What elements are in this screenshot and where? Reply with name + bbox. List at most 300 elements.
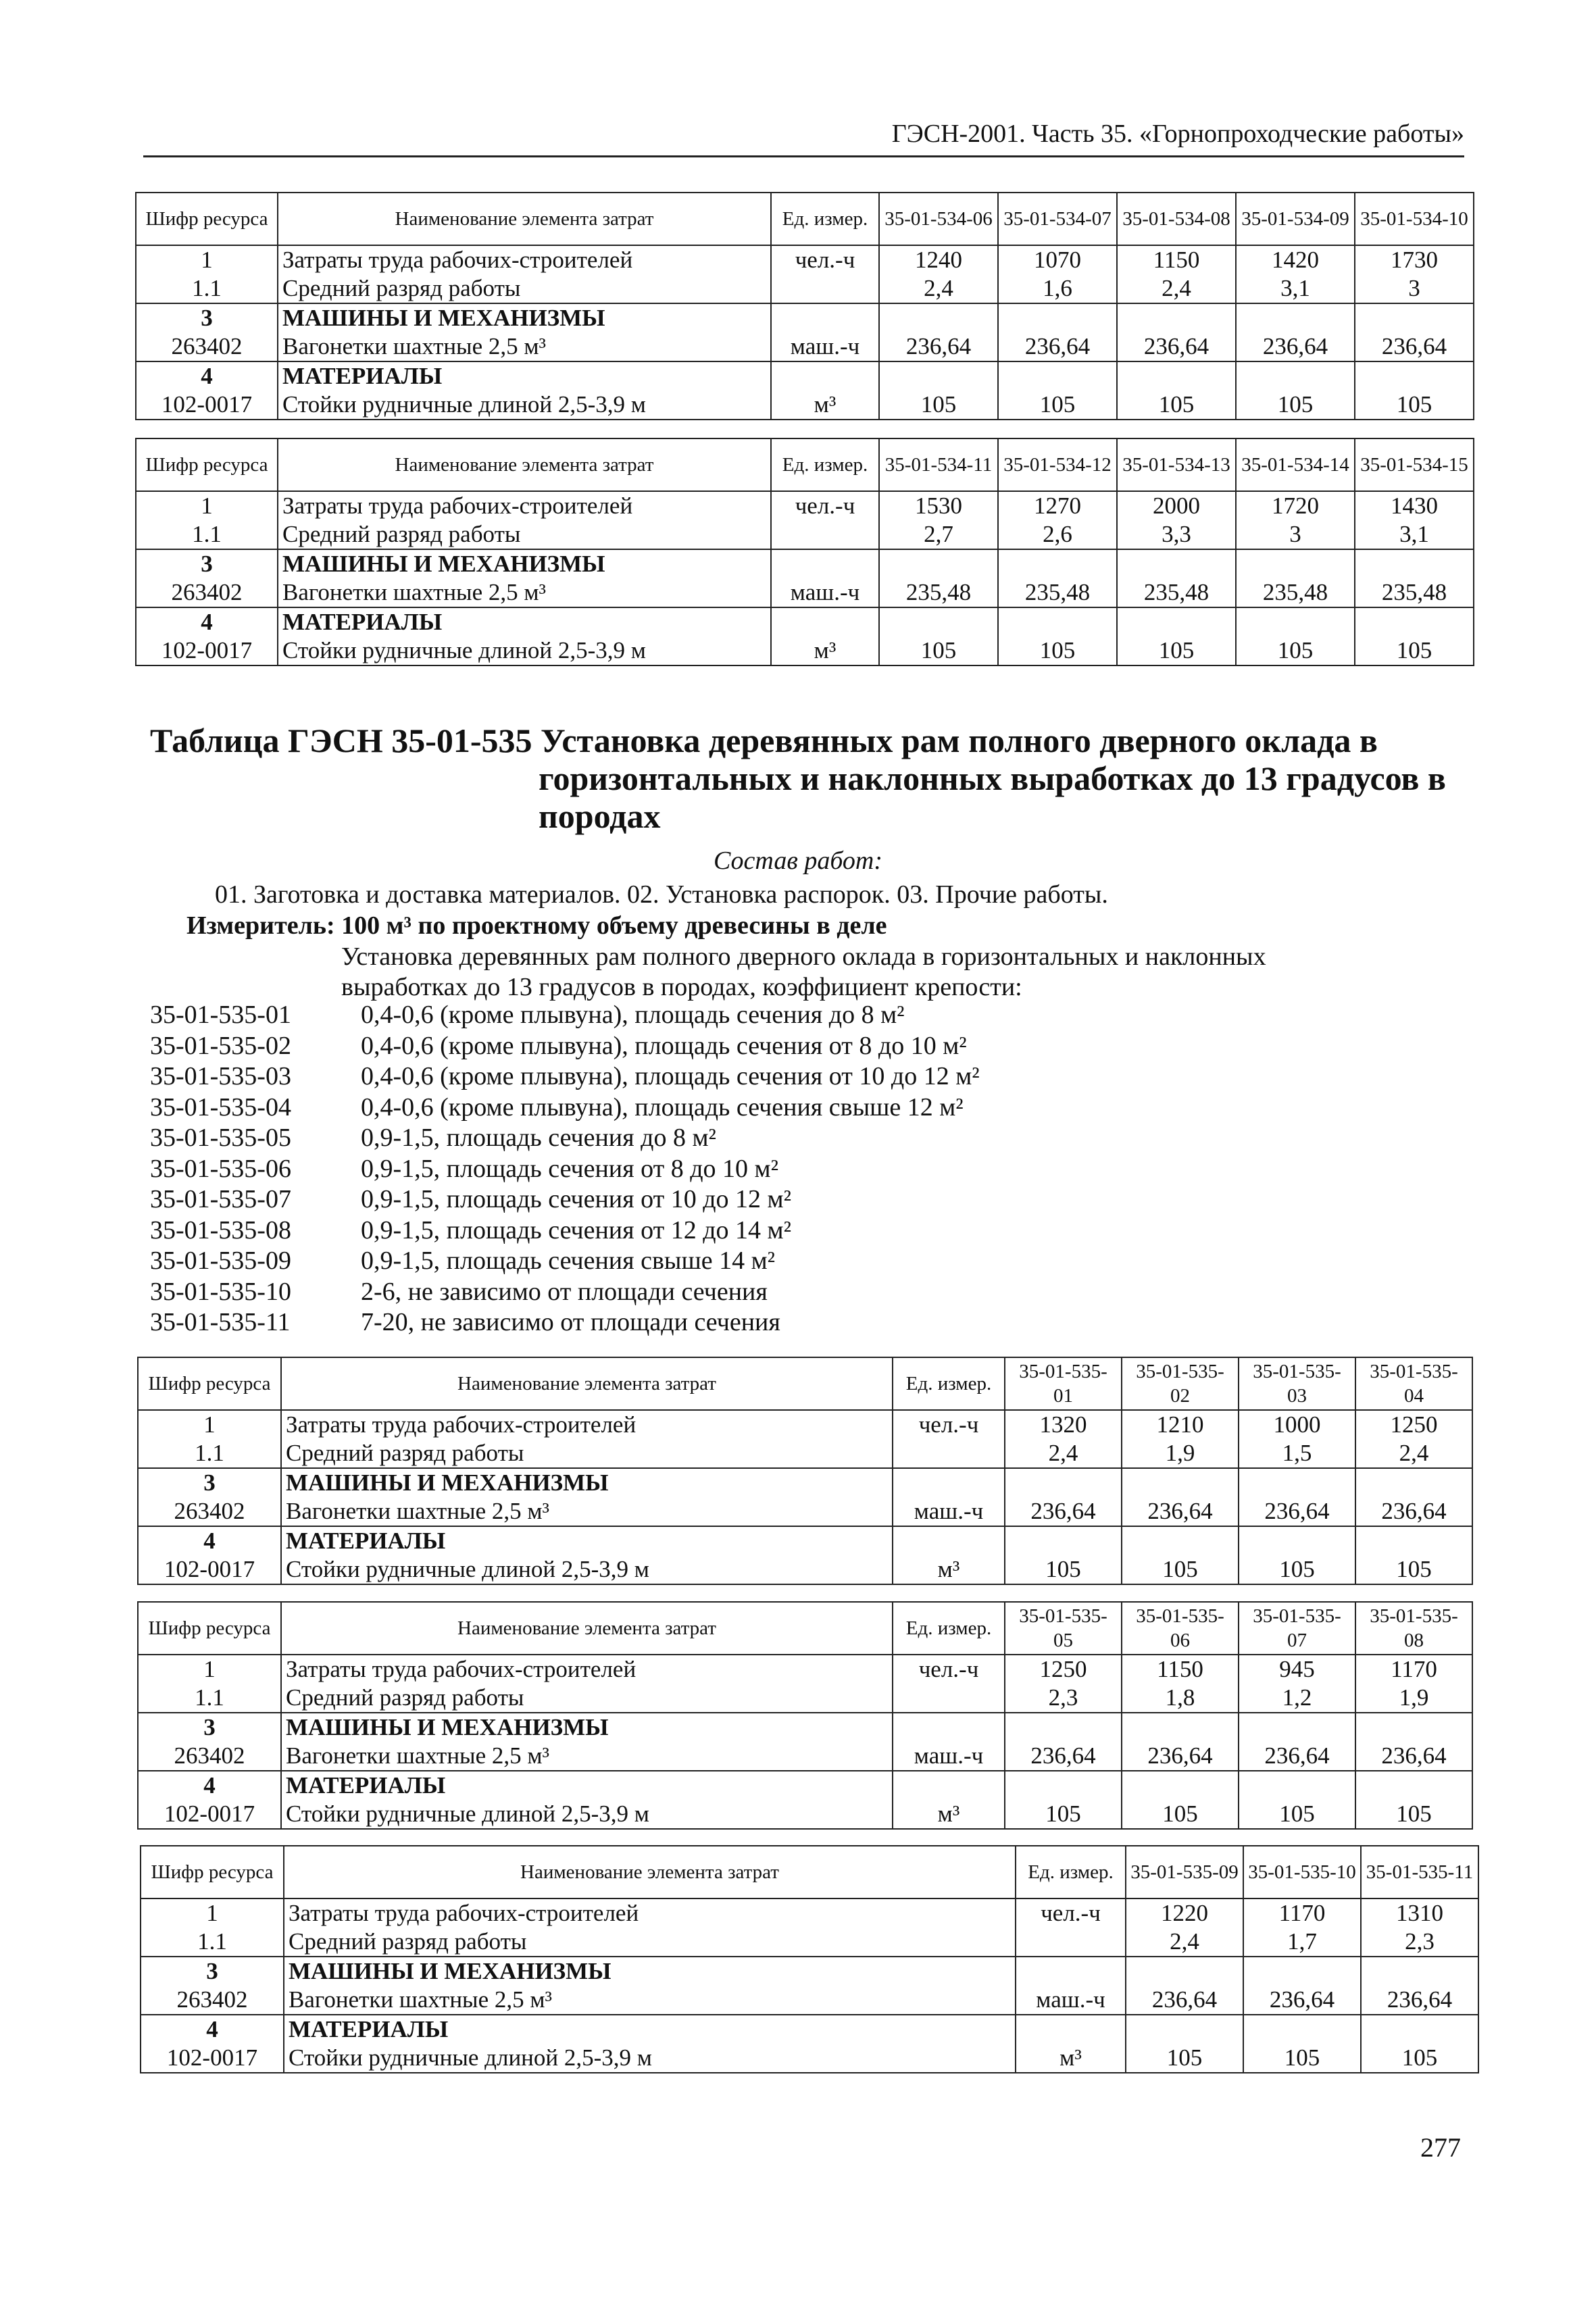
resource-value: 236,64 xyxy=(1239,1742,1355,1771)
resource-unit xyxy=(1016,2015,1126,2044)
resource-value xyxy=(1117,607,1236,636)
resource-value: 1,2 xyxy=(1239,1684,1355,1713)
resource-unit: маш.-ч xyxy=(771,332,879,361)
section-title-line2: горизонтальных и наклонных выработках до 13 градусов в xyxy=(539,759,1446,797)
resource-value: 1420 xyxy=(1236,245,1355,274)
col-header-norm-code: 35-01-535-08 xyxy=(1355,1602,1472,1655)
table-row xyxy=(136,303,1474,332)
col-header-norm-code: 35-01-534-10 xyxy=(1355,193,1474,245)
resource-unit: чел.-ч xyxy=(893,1410,1005,1439)
norm-description: 0,4-0,6 (кроме плывуна), площадь сечения от 10 до 12 м² xyxy=(361,1062,980,1090)
resource-name: Средний разряд работы xyxy=(281,1439,893,1468)
resource-value: 3 xyxy=(1236,520,1355,549)
resource-unit xyxy=(893,1713,1005,1742)
col-header-unit: Ед. измер. xyxy=(771,438,879,491)
resource-value: 105 xyxy=(1355,636,1474,665)
resource-code: 3 xyxy=(138,1468,281,1497)
resource-name: Стойки рудничные длиной 2,5-3,9 м xyxy=(278,391,771,420)
norm-description: 0,9-1,5, площадь сечения до 8 м² xyxy=(361,1124,716,1152)
resource-value xyxy=(1243,1957,1361,1986)
resource-value: 1530 xyxy=(879,491,998,520)
table-row xyxy=(136,491,1474,520)
resource-name: МАТЕРИАЛЫ xyxy=(278,361,771,391)
table-row xyxy=(138,1742,1472,1771)
resource-name: Затраты труда рабочих-строителей xyxy=(281,1655,893,1684)
table-row xyxy=(136,361,1474,391)
resource-code: 263402 xyxy=(136,578,278,607)
col-header-norm-code: 35-01-534-15 xyxy=(1355,438,1474,491)
col-header-norm-code: 35-01-535-06 xyxy=(1122,1602,1239,1655)
resource-unit: м³ xyxy=(771,636,879,665)
resource-unit: маш.-ч xyxy=(1016,1986,1126,2015)
resource-code: 1.1 xyxy=(138,1439,281,1468)
col-header-name: Наименование элемента затрат xyxy=(284,1846,1016,1898)
col-header-code: Шифр ресурса xyxy=(136,438,278,491)
resource-value xyxy=(1355,549,1474,578)
resource-code: 3 xyxy=(136,549,278,578)
resource-name: Стойки рудничные длиной 2,5-3,9 м xyxy=(281,1800,893,1829)
col-header-unit: Ед. измер. xyxy=(893,1602,1005,1655)
resource-value xyxy=(879,303,998,332)
resource-value: 235,48 xyxy=(1236,578,1355,607)
resource-value xyxy=(1236,607,1355,636)
resource-code: 1.1 xyxy=(138,1684,281,1713)
resource-value xyxy=(1236,361,1355,391)
resource-name: Вагонетки шахтные 2,5 м³ xyxy=(284,1986,1016,2015)
norm-description: 0,4-0,6 (кроме плывуна), площадь сечения свыше 12 м² xyxy=(361,1092,964,1122)
resource-value xyxy=(1005,1713,1122,1742)
resource-value xyxy=(1236,549,1355,578)
table-row xyxy=(136,549,1474,578)
resource-value: 105 xyxy=(1355,391,1474,420)
resource-value: 1170 xyxy=(1243,1898,1361,1928)
resource-value xyxy=(1355,303,1474,332)
table-row xyxy=(138,1410,1472,1439)
resource-value xyxy=(1239,1771,1355,1800)
table-row xyxy=(136,636,1474,665)
resource-name: МАШИНЫ И МЕХАНИЗМЫ xyxy=(278,549,771,578)
resource-code: 3 xyxy=(141,1957,284,1986)
resource-value: 3,1 xyxy=(1355,520,1474,549)
section-title xyxy=(150,722,1454,835)
resource-unit: чел.-ч xyxy=(1016,1898,1126,1928)
table-row xyxy=(141,2044,1478,2073)
col-header-code: Шифр ресурса xyxy=(136,193,278,245)
table-row xyxy=(138,1439,1472,1468)
list-item xyxy=(150,1000,980,1031)
resource-name: Затраты труда рабочих-строителей xyxy=(278,245,771,274)
resource-value: 2,7 xyxy=(879,520,998,549)
norm-codes-list xyxy=(150,1000,980,1338)
norm-code: 35-01-535-03 xyxy=(150,1062,291,1090)
col-header-unit: Ед. измер. xyxy=(893,1357,1005,1410)
resource-code: 263402 xyxy=(136,332,278,361)
resource-value xyxy=(1355,1713,1472,1742)
resource-value: 2,4 xyxy=(1355,1439,1472,1468)
resource-value: 236,64 xyxy=(1236,332,1355,361)
table-row xyxy=(136,274,1474,303)
resource-code: 102-0017 xyxy=(136,636,278,665)
table-row xyxy=(136,578,1474,607)
col-header-unit: Ед. измер. xyxy=(1016,1846,1126,1898)
resource-value: 1250 xyxy=(1355,1410,1472,1439)
resource-value: 105 xyxy=(1239,1800,1355,1829)
resource-name: Вагонетки шахтные 2,5 м³ xyxy=(278,332,771,361)
resource-value xyxy=(1126,1957,1243,1986)
table-row xyxy=(138,1468,1472,1497)
resource-name: МАШИНЫ И МЕХАНИЗМЫ xyxy=(281,1713,893,1742)
resource-name: Стойки рудничные длиной 2,5-3,9 м xyxy=(278,636,771,665)
resource-value xyxy=(1355,1468,1472,1497)
resource-value xyxy=(1355,1771,1472,1800)
resource-value: 1,8 xyxy=(1122,1684,1239,1713)
resource-unit xyxy=(893,1439,1005,1468)
list-item xyxy=(150,1307,980,1338)
resource-value: 2,4 xyxy=(1126,1928,1243,1957)
resource-value: 1430 xyxy=(1355,491,1474,520)
resource-unit xyxy=(893,1684,1005,1713)
col-header-norm-code: 35-01-535-07 xyxy=(1239,1602,1355,1655)
resource-value: 236,64 xyxy=(1361,1986,1478,2015)
resource-value xyxy=(1239,1468,1355,1497)
list-item xyxy=(150,1246,980,1277)
resource-unit: м³ xyxy=(893,1555,1005,1584)
norm-description: 0,4-0,6 (кроме плывуна), площадь сечения до 8 м² xyxy=(361,1001,905,1029)
resource-value xyxy=(879,549,998,578)
resource-code: 3 xyxy=(136,303,278,332)
resource-name: Затраты труда рабочих-строителей xyxy=(278,491,771,520)
table-row xyxy=(138,1555,1472,1584)
resource-value: 236,64 xyxy=(1126,1986,1243,2015)
resource-value: 3 xyxy=(1355,274,1474,303)
resource-value: 105 xyxy=(879,391,998,420)
resource-value: 105 xyxy=(1243,2044,1361,2073)
resource-value: 2000 xyxy=(1117,491,1236,520)
resource-value: 1310 xyxy=(1361,1898,1478,1928)
resource-name: МАТЕРИАЛЫ xyxy=(284,2015,1016,2044)
resource-code: 102-0017 xyxy=(138,1800,281,1829)
resource-name: МАШИНЫ И МЕХАНИЗМЫ xyxy=(278,303,771,332)
col-header-unit: Ед. измер. xyxy=(771,193,879,245)
resource-value: 236,64 xyxy=(1122,1742,1239,1771)
resource-name: Вагонетки шахтные 2,5 м³ xyxy=(281,1497,893,1526)
resource-value: 105 xyxy=(879,636,998,665)
resource-value: 236,64 xyxy=(1355,1497,1472,1526)
table-row xyxy=(136,607,1474,636)
table-row xyxy=(136,520,1474,549)
col-header-norm-code: 35-01-534-11 xyxy=(879,438,998,491)
resource-value: 2,6 xyxy=(998,520,1117,549)
resource-value: 236,64 xyxy=(1122,1497,1239,1526)
resource-value: 105 xyxy=(998,636,1117,665)
resource-value: 235,48 xyxy=(1117,578,1236,607)
works-list: 01. Заготовка и доставка материалов. 02. Установка распорок. 03. Прочие работы. xyxy=(215,880,1108,909)
table-row xyxy=(136,332,1474,361)
resource-value: 105 xyxy=(998,391,1117,420)
col-header-code: Шифр ресурса xyxy=(138,1357,281,1410)
col-header-norm-code: 35-01-535-09 xyxy=(1126,1846,1243,1898)
resource-value: 1170 xyxy=(1355,1655,1472,1684)
resource-value: 105 xyxy=(1005,1800,1122,1829)
resource-value xyxy=(1355,1526,1472,1555)
resource-value: 236,64 xyxy=(1005,1497,1122,1526)
resource-code: 102-0017 xyxy=(136,391,278,420)
resource-unit: чел.-ч xyxy=(893,1655,1005,1684)
resource-value xyxy=(1236,303,1355,332)
resource-unit xyxy=(771,520,879,549)
resource-unit xyxy=(771,274,879,303)
resource-value: 236,64 xyxy=(1239,1497,1355,1526)
resource-value: 2,3 xyxy=(1361,1928,1478,1957)
resource-value xyxy=(1361,2015,1478,2044)
resource-value xyxy=(879,361,998,391)
resource-value xyxy=(1122,1713,1239,1742)
resource-value: 105 xyxy=(1005,1555,1122,1584)
resource-code: 102-0017 xyxy=(138,1555,281,1584)
col-header-norm-code: 35-01-534-06 xyxy=(879,193,998,245)
resource-value xyxy=(1239,1526,1355,1555)
resource-value: 1000 xyxy=(1239,1410,1355,1439)
col-header-norm-code: 35-01-535-03 xyxy=(1239,1357,1355,1410)
resource-value xyxy=(879,607,998,636)
norm-description: 0,9-1,5, площадь сечения от 10 до 12 м² xyxy=(361,1185,792,1213)
resource-value: 105 xyxy=(1236,636,1355,665)
resource-value xyxy=(998,361,1117,391)
resource-code: 263402 xyxy=(141,1986,284,2015)
resource-name: Средний разряд работы xyxy=(284,1928,1016,1957)
col-header-norm-code: 35-01-535-04 xyxy=(1355,1357,1472,1410)
resource-value: 1,7 xyxy=(1243,1928,1361,1957)
resource-value xyxy=(1117,361,1236,391)
col-header-norm-code: 35-01-534-08 xyxy=(1117,193,1236,245)
resource-table-535-09-11 xyxy=(140,1845,1479,2073)
resource-value: 1250 xyxy=(1005,1655,1122,1684)
norm-description: 0,9-1,5, площадь сечения от 12 до 14 м² xyxy=(361,1215,792,1244)
resource-table-534-06-10 xyxy=(135,192,1474,420)
list-item xyxy=(150,1061,980,1092)
resource-code: 1 xyxy=(138,1410,281,1439)
col-header-norm-code: 35-01-535-10 xyxy=(1243,1846,1361,1898)
resource-value: 105 xyxy=(1361,2044,1478,2073)
norm-code: 35-01-535-01 xyxy=(150,1001,291,1029)
resource-table-535-05-08 xyxy=(137,1601,1473,1830)
resource-value xyxy=(1122,1468,1239,1497)
resource-value: 1,9 xyxy=(1122,1439,1239,1468)
resource-value xyxy=(998,607,1117,636)
resource-code: 4 xyxy=(141,2015,284,2044)
resource-unit xyxy=(771,303,879,332)
section-title-line1: Таблица ГЭСН 35-01-535 Установка деревянных рам полного дверного оклада в xyxy=(150,722,1378,759)
resource-name: МАТЕРИАЛЫ xyxy=(281,1771,893,1800)
resource-value: 105 xyxy=(1117,636,1236,665)
resource-unit: маш.-ч xyxy=(771,578,879,607)
col-header-name: Наименование элемента затрат xyxy=(281,1602,893,1655)
resource-value: 3,3 xyxy=(1117,520,1236,549)
resource-value: 236,64 xyxy=(1243,1986,1361,2015)
resource-name: Стойки рудничные длиной 2,5-3,9 м xyxy=(284,2044,1016,2073)
norm-code: 35-01-535-10 xyxy=(150,1277,291,1306)
resource-unit xyxy=(771,361,879,391)
col-header-norm-code: 35-01-535-05 xyxy=(1005,1602,1122,1655)
resource-value: 3,1 xyxy=(1236,274,1355,303)
norm-code: 35-01-535-07 xyxy=(150,1185,291,1213)
resource-unit xyxy=(771,607,879,636)
norm-description: 7-20, не зависимо от площади сечения xyxy=(361,1308,780,1336)
resource-code: 4 xyxy=(138,1771,281,1800)
resource-value: 236,64 xyxy=(1005,1742,1122,1771)
works-composition-label: Состав работ: xyxy=(713,847,883,875)
table-row xyxy=(141,1898,1478,1928)
table-row xyxy=(136,391,1474,420)
resource-name: Стойки рудничные длиной 2,5-3,9 м xyxy=(281,1555,893,1584)
resource-value: 1270 xyxy=(998,491,1117,520)
resource-code: 102-0017 xyxy=(141,2044,284,2073)
resource-value: 1150 xyxy=(1117,245,1236,274)
resource-value xyxy=(1117,303,1236,332)
list-item xyxy=(150,1184,980,1215)
intro-line2: выработках до 13 градусов в породах, коэффициент крепости: xyxy=(341,973,1022,1001)
resource-value xyxy=(998,303,1117,332)
resource-value: 1,5 xyxy=(1239,1439,1355,1468)
resource-value xyxy=(1126,2015,1243,2044)
resource-code: 1 xyxy=(138,1655,281,1684)
resource-unit: маш.-ч xyxy=(893,1497,1005,1526)
resource-table-534-11-15 xyxy=(135,438,1474,666)
col-header-norm-code: 35-01-534-07 xyxy=(998,193,1117,245)
resource-value: 1,6 xyxy=(998,274,1117,303)
table-row xyxy=(138,1526,1472,1555)
table-row xyxy=(138,1771,1472,1800)
intro-line1: Установка деревянных рам полного дверного оклада в горизонтальных и наклонных xyxy=(341,942,1266,971)
resource-code: 4 xyxy=(138,1526,281,1555)
resource-value: 1070 xyxy=(998,245,1117,274)
resource-code: 1 xyxy=(136,491,278,520)
list-item xyxy=(150,1154,980,1185)
resource-name: МАШИНЫ И МЕХАНИЗМЫ xyxy=(284,1957,1016,1986)
list-item xyxy=(150,1277,980,1308)
norm-code: 35-01-535-05 xyxy=(150,1124,291,1152)
resource-code: 1.1 xyxy=(136,520,278,549)
resource-unit xyxy=(771,549,879,578)
col-header-norm-code: 35-01-534-12 xyxy=(998,438,1117,491)
running-header: ГЭСН-2001. Часть 35. «Горнопроходческие работы» xyxy=(143,116,1464,157)
resource-value xyxy=(1005,1526,1122,1555)
resource-value: 1220 xyxy=(1126,1898,1243,1928)
resource-value xyxy=(1117,549,1236,578)
resource-unit xyxy=(893,1468,1005,1497)
resource-value: 1720 xyxy=(1236,491,1355,520)
resource-name: МАШИНЫ И МЕХАНИЗМЫ xyxy=(281,1468,893,1497)
col-header-name: Наименование элемента затрат xyxy=(278,193,771,245)
col-header-code: Шифр ресурса xyxy=(141,1846,284,1898)
resource-code: 1.1 xyxy=(141,1928,284,1957)
resource-value: 105 xyxy=(1122,1800,1239,1829)
col-header-name: Наименование элемента затрат xyxy=(278,438,771,491)
resource-name: Вагонетки шахтные 2,5 м³ xyxy=(278,578,771,607)
resource-unit: м³ xyxy=(771,391,879,420)
resource-name: Средний разряд работы xyxy=(278,520,771,549)
resource-unit: м³ xyxy=(1016,2044,1126,2073)
resource-value: 236,64 xyxy=(1355,332,1474,361)
list-item xyxy=(150,1215,980,1247)
table-row xyxy=(138,1497,1472,1526)
resource-value: 1210 xyxy=(1122,1410,1239,1439)
resource-value: 2,4 xyxy=(1005,1439,1122,1468)
resource-unit: м³ xyxy=(893,1800,1005,1829)
resource-code: 3 xyxy=(138,1713,281,1742)
norm-code: 35-01-535-06 xyxy=(150,1154,291,1183)
norm-description: 2-6, не зависимо от площади сечения xyxy=(361,1277,768,1306)
resource-value xyxy=(1355,361,1474,391)
norm-code: 35-01-535-04 xyxy=(150,1092,291,1122)
list-item xyxy=(150,1031,980,1062)
resource-value: 105 xyxy=(1117,391,1236,420)
resource-name: Затраты труда рабочих-строителей xyxy=(281,1410,893,1439)
resource-value xyxy=(1239,1713,1355,1742)
resource-unit: чел.-ч xyxy=(771,245,879,274)
resource-value: 1320 xyxy=(1005,1410,1122,1439)
measure-unit: Измеритель: 100 м³ по проектному объему древесины в деле xyxy=(186,911,887,940)
resource-name: Затраты труда рабочих-строителей xyxy=(284,1898,1016,1928)
col-header-norm-code: 35-01-535-11 xyxy=(1361,1846,1478,1898)
resource-code: 263402 xyxy=(138,1742,281,1771)
resource-code: 263402 xyxy=(138,1497,281,1526)
resource-unit: маш.-ч xyxy=(893,1742,1005,1771)
resource-code: 4 xyxy=(136,607,278,636)
resource-name: МАТЕРИАЛЫ xyxy=(281,1526,893,1555)
table-row xyxy=(138,1655,1472,1684)
col-header-name: Наименование элемента затрат xyxy=(281,1357,893,1410)
table-row xyxy=(141,2015,1478,2044)
resource-unit xyxy=(1016,1928,1126,1957)
table-row xyxy=(138,1684,1472,1713)
resource-value: 235,48 xyxy=(998,578,1117,607)
resource-value: 236,64 xyxy=(1117,332,1236,361)
table-row xyxy=(138,1713,1472,1742)
list-item xyxy=(150,1123,980,1154)
resource-value: 105 xyxy=(1126,2044,1243,2073)
col-header-norm-code: 35-01-534-13 xyxy=(1117,438,1236,491)
table-row xyxy=(141,1928,1478,1957)
resource-value: 2,3 xyxy=(1005,1684,1122,1713)
resource-table-535-01-04 xyxy=(137,1357,1473,1585)
resource-value: 236,64 xyxy=(998,332,1117,361)
resource-unit xyxy=(893,1526,1005,1555)
resource-value: 105 xyxy=(1355,1800,1472,1829)
resource-code: 4 xyxy=(136,361,278,391)
resource-value: 1240 xyxy=(879,245,998,274)
resource-value: 235,48 xyxy=(879,578,998,607)
norm-code: 35-01-535-08 xyxy=(150,1215,291,1244)
resource-value: 105 xyxy=(1239,1555,1355,1584)
resource-value: 236,64 xyxy=(879,332,998,361)
norm-description: 0,9-1,5, площадь сечения свыше 14 м² xyxy=(361,1247,776,1275)
resource-value: 2,4 xyxy=(1117,274,1236,303)
resource-value xyxy=(1005,1771,1122,1800)
resource-value: 105 xyxy=(1355,1555,1472,1584)
resource-unit xyxy=(893,1771,1005,1800)
resource-name: МАТЕРИАЛЫ xyxy=(278,607,771,636)
resource-value xyxy=(1005,1468,1122,1497)
resource-value: 2,4 xyxy=(879,274,998,303)
resource-value xyxy=(1355,607,1474,636)
table-row xyxy=(141,1957,1478,1986)
resource-code: 1 xyxy=(141,1898,284,1928)
resource-code: 1.1 xyxy=(136,274,278,303)
norm-description: 0,4-0,6 (кроме плывуна), площадь сечения от 8 до 10 м² xyxy=(361,1031,967,1060)
resource-value xyxy=(1122,1771,1239,1800)
resource-value: 1,9 xyxy=(1355,1684,1472,1713)
